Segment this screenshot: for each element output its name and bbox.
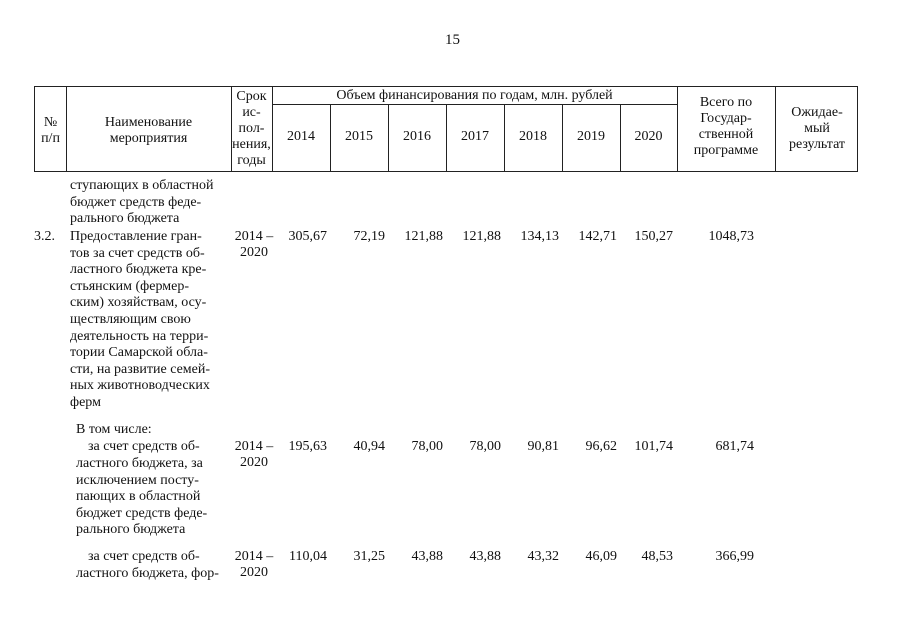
value-2015: 31,25 xyxy=(353,549,385,564)
header-year: 2019 xyxy=(577,129,605,144)
header-name: Наименование мероприятия xyxy=(104,115,193,146)
term-cell: 2014 – 2020 xyxy=(234,549,274,580)
value-total: 681,74 xyxy=(715,439,754,454)
measure-name-cont: ластного бюджета, за исключением посту- пающих в областной бюджет средств феде- рального бюджета xyxy=(76,456,208,538)
measure-name-cont: ластного бюджета, фор- xyxy=(76,566,219,581)
value-2019: 46,09 xyxy=(585,549,617,564)
header-year: 2014 xyxy=(287,129,315,144)
measure-name: ступающих в областной бюджет средств феде- рального бюджета xyxy=(70,178,214,227)
header-term: Срок ис- пол- нения, годы xyxy=(232,89,271,168)
value-2020: 101,74 xyxy=(634,439,673,454)
value-2014: 195,63 xyxy=(288,439,327,454)
header-num: № п/п xyxy=(41,115,60,146)
value-2017: 121,88 xyxy=(462,229,501,244)
term-cell: 2014 – 2020 xyxy=(234,229,274,260)
value-2019: 96,62 xyxy=(585,439,617,454)
measure-name: Предоставление гран- тов за счет средств об- ластного бюджета кре- стьянским (фермер- ским) хозяйствам, осу- ществляющим свою деятельность на терри- тории Самарской обла- сти, на развитие семей- ных животноводческих ферм xyxy=(70,229,211,410)
value-2018: 90,81 xyxy=(527,439,559,454)
value-2017: 78,00 xyxy=(469,439,501,454)
header-year: 2018 xyxy=(519,129,547,144)
page-number: 15 xyxy=(445,32,460,48)
row-number: 3.2. xyxy=(34,229,55,244)
value-2020: 48,53 xyxy=(641,549,673,564)
subheading: В том числе: xyxy=(76,422,152,437)
value-total: 1048,73 xyxy=(708,229,754,244)
value-2020: 150,27 xyxy=(634,229,673,244)
value-2019: 142,71 xyxy=(578,229,617,244)
value-2016: 121,88 xyxy=(404,229,443,244)
header-result: Ожидае- мый результат xyxy=(788,105,846,152)
measure-name: за счет средств об- xyxy=(88,549,200,564)
term-cell: 2014 – 2020 xyxy=(234,439,274,470)
value-2018: 43,32 xyxy=(527,549,559,564)
value-2014: 305,67 xyxy=(288,229,327,244)
header-year: 2016 xyxy=(403,129,431,144)
value-total: 366,99 xyxy=(715,549,754,564)
value-2015: 72,19 xyxy=(353,229,385,244)
value-2017: 43,88 xyxy=(469,549,501,564)
value-2015: 40,94 xyxy=(353,439,385,454)
header-year: 2015 xyxy=(345,129,373,144)
header-financing: Объем финансирования по годам, млн. рублей xyxy=(336,88,613,103)
measure-name: за счет средств об- xyxy=(88,439,200,454)
table-header xyxy=(34,86,858,172)
header-year: 2017 xyxy=(461,129,489,144)
value-2014: 110,04 xyxy=(289,549,327,564)
value-2018: 134,13 xyxy=(520,229,559,244)
header-total: Всего по Государ- ственной программе xyxy=(693,95,759,158)
value-2016: 43,88 xyxy=(411,549,443,564)
header-year: 2020 xyxy=(634,129,663,144)
value-2016: 78,00 xyxy=(411,439,443,454)
divider xyxy=(272,104,677,105)
